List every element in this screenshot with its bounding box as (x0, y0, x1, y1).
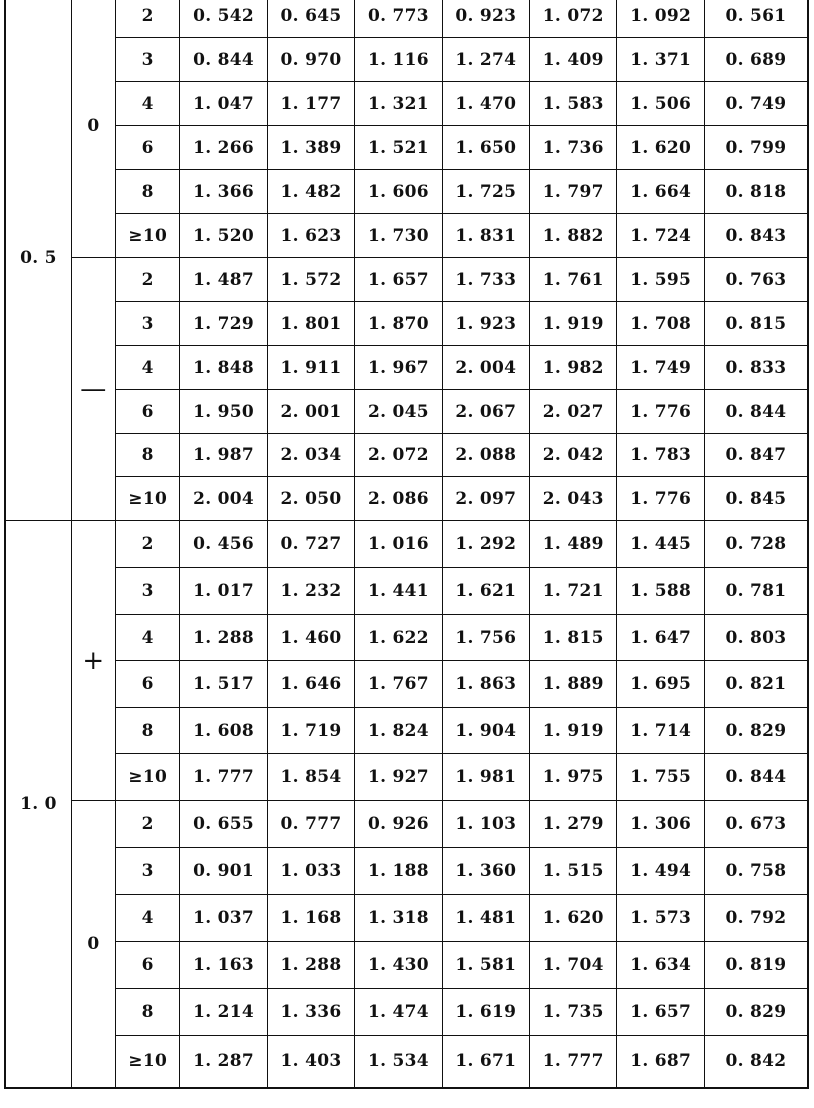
value-cell: 1. 116 (355, 38, 442, 82)
value-cell: 1. 017 (180, 568, 267, 615)
value-cell: 0. 542 (180, 0, 267, 38)
value-cell: 0. 845 (704, 477, 808, 521)
value-cell: 1. 882 (530, 214, 617, 258)
value-cell: 0. 773 (355, 0, 442, 38)
value-cell: 1. 982 (530, 346, 617, 390)
value-cell: 1. 729 (180, 302, 267, 346)
value-cell: 2. 050 (267, 477, 354, 521)
value-cell: 1. 460 (267, 615, 354, 661)
table-row (5, 801, 808, 848)
table-row (5, 258, 808, 302)
value-cell: 0. 923 (442, 0, 529, 38)
value-cell: 1. 801 (267, 302, 354, 346)
value-cell: 0. 763 (704, 258, 808, 302)
value-cell: 1. 515 (530, 848, 617, 895)
n-cell: 3 (116, 38, 180, 82)
value-cell: 1. 848 (180, 346, 267, 390)
value-cell: 1. 714 (617, 708, 704, 754)
n-cell: 4 (116, 615, 180, 661)
value-cell: 1. 487 (180, 258, 267, 302)
value-cell: 1. 520 (180, 214, 267, 258)
n-cell: 2 (116, 801, 180, 848)
value-cell: 1. 634 (617, 942, 704, 989)
n-cell: 4 (116, 895, 180, 942)
table-row (5, 214, 808, 258)
table-row (5, 477, 808, 521)
value-cell: 0. 561 (704, 0, 808, 38)
value-cell: 1. 321 (355, 82, 442, 126)
value-cell: 1. 623 (267, 214, 354, 258)
value-cell: 0. 844 (704, 754, 808, 801)
value-cell: 1. 870 (355, 302, 442, 346)
n-cell: 6 (116, 661, 180, 708)
value-cell: 2. 088 (442, 434, 529, 477)
value-cell: 0. 843 (704, 214, 808, 258)
value-cell: 1. 573 (617, 895, 704, 942)
value-cell: 1. 621 (442, 568, 529, 615)
sign-cell: + (71, 521, 115, 801)
value-cell: 1. 687 (617, 1036, 704, 1088)
sign-cell: — (71, 258, 115, 521)
n-cell: 2 (116, 521, 180, 568)
value-cell: 0. 847 (704, 434, 808, 477)
value-cell: 1. 919 (530, 708, 617, 754)
value-cell: 1. 588 (617, 568, 704, 615)
n-cell: 4 (116, 82, 180, 126)
value-cell: 1. 318 (355, 895, 442, 942)
value-cell: 1. 409 (530, 38, 617, 82)
value-cell: 0. 799 (704, 126, 808, 170)
n-cell: ≥10 (116, 214, 180, 258)
value-cell: 2. 043 (530, 477, 617, 521)
n-cell: 4 (116, 346, 180, 390)
value-cell: 1. 889 (530, 661, 617, 708)
value-cell: 1. 730 (355, 214, 442, 258)
value-cell: 0. 777 (267, 801, 354, 848)
value-cell: 0. 829 (704, 708, 808, 754)
value-cell: 1. 494 (617, 848, 704, 895)
n-cell: ≥10 (116, 754, 180, 801)
table-row (5, 895, 808, 942)
value-cell: 1. 671 (442, 1036, 529, 1088)
value-cell: 2. 086 (355, 477, 442, 521)
n-cell: ≥10 (116, 477, 180, 521)
value-cell: 1. 756 (442, 615, 529, 661)
table-row (5, 521, 808, 568)
value-cell: 1. 724 (617, 214, 704, 258)
value-cell: 1. 911 (267, 346, 354, 390)
value-cell: 2. 004 (442, 346, 529, 390)
value-cell: 0. 818 (704, 170, 808, 214)
value-cell: 1. 287 (180, 1036, 267, 1088)
value-cell: 0. 749 (704, 82, 808, 126)
value-cell: 1. 517 (180, 661, 267, 708)
value-cell: 1. 657 (355, 258, 442, 302)
value-cell: 1. 266 (180, 126, 267, 170)
value-cell: 1. 481 (442, 895, 529, 942)
value-cell: 1. 950 (180, 390, 267, 434)
value-cell: 1. 430 (355, 942, 442, 989)
n-cell: ≥10 (116, 1036, 180, 1088)
table-row (5, 0, 808, 38)
table-row (5, 568, 808, 615)
value-cell: 1. 572 (267, 258, 354, 302)
value-cell: 1. 919 (530, 302, 617, 346)
value-cell: 1. 647 (617, 615, 704, 661)
value-cell: 1. 761 (530, 258, 617, 302)
table-row (5, 1036, 808, 1088)
value-cell: 1. 783 (617, 434, 704, 477)
value-cell: 1. 103 (442, 801, 529, 848)
value-cell: 1. 620 (530, 895, 617, 942)
n-cell: 6 (116, 942, 180, 989)
value-cell: 1. 622 (355, 615, 442, 661)
value-cell: 0. 655 (180, 801, 267, 848)
coefficient-table (4, 0, 809, 1089)
value-cell: 1. 975 (530, 754, 617, 801)
value-cell: 1. 232 (267, 568, 354, 615)
value-cell: 2. 045 (355, 390, 442, 434)
value-cell: 1. 927 (355, 754, 442, 801)
value-cell: 1. 797 (530, 170, 617, 214)
value-cell: 0. 970 (267, 38, 354, 82)
value-cell: 1. 657 (617, 989, 704, 1036)
value-cell: 1. 072 (530, 0, 617, 38)
value-cell: 1. 016 (355, 521, 442, 568)
value-cell: 1. 445 (617, 521, 704, 568)
value-cell: 1. 306 (617, 801, 704, 848)
value-cell: 0. 758 (704, 848, 808, 895)
value-cell: 1. 733 (442, 258, 529, 302)
value-cell: 0. 803 (704, 615, 808, 661)
table-row (5, 390, 808, 434)
value-cell: 2. 027 (530, 390, 617, 434)
value-cell: 1. 047 (180, 82, 267, 126)
value-cell: 1. 721 (530, 568, 617, 615)
n-cell: 8 (116, 708, 180, 754)
value-cell: 1. 776 (617, 390, 704, 434)
value-cell: 1. 646 (267, 661, 354, 708)
value-cell: 1. 708 (617, 302, 704, 346)
table-body (5, 0, 808, 1088)
value-cell: 1. 292 (442, 521, 529, 568)
value-cell: 0. 819 (704, 942, 808, 989)
value-cell: 0. 821 (704, 661, 808, 708)
value-cell: 1. 214 (180, 989, 267, 1036)
value-cell: 1. 719 (267, 708, 354, 754)
value-cell: 0. 456 (180, 521, 267, 568)
value-cell: 2. 067 (442, 390, 529, 434)
n-cell: 3 (116, 302, 180, 346)
value-cell: 1. 037 (180, 895, 267, 942)
value-cell: 1. 389 (267, 126, 354, 170)
value-cell: 1. 776 (617, 477, 704, 521)
value-cell: 1. 755 (617, 754, 704, 801)
value-cell: 1. 595 (617, 258, 704, 302)
n-cell: 3 (116, 568, 180, 615)
value-cell: 1. 279 (530, 801, 617, 848)
group-label-cell: 0. 5 (5, 0, 71, 521)
table-row (5, 434, 808, 477)
value-cell: 0. 727 (267, 521, 354, 568)
table-row (5, 38, 808, 82)
value-cell: 2. 004 (180, 477, 267, 521)
value-cell: 2. 097 (442, 477, 529, 521)
value-cell: 1. 831 (442, 214, 529, 258)
table-row (5, 126, 808, 170)
value-cell: 1. 967 (355, 346, 442, 390)
value-cell: 1. 470 (442, 82, 529, 126)
table-row (5, 708, 808, 754)
value-cell: 1. 336 (267, 989, 354, 1036)
value-cell: 1. 489 (530, 521, 617, 568)
value-cell: 0. 842 (704, 1036, 808, 1088)
value-cell: 1. 506 (617, 82, 704, 126)
value-cell: 1. 288 (180, 615, 267, 661)
value-cell: 0. 926 (355, 801, 442, 848)
sign-cell: 0 (71, 801, 115, 1088)
value-cell: 2. 001 (267, 390, 354, 434)
value-cell: 0. 792 (704, 895, 808, 942)
value-cell: 0. 781 (704, 568, 808, 615)
value-cell: 1. 981 (442, 754, 529, 801)
value-cell: 1. 482 (267, 170, 354, 214)
table-row (5, 754, 808, 801)
n-cell: 6 (116, 126, 180, 170)
value-cell: 1. 033 (267, 848, 354, 895)
group-label-cell: 1. 0 (5, 521, 71, 1088)
value-cell: 1. 824 (355, 708, 442, 754)
value-cell: 1. 735 (530, 989, 617, 1036)
value-cell: 1. 177 (267, 82, 354, 126)
n-cell: 6 (116, 390, 180, 434)
table-row (5, 661, 808, 708)
table-row (5, 615, 808, 661)
value-cell: 1. 695 (617, 661, 704, 708)
value-cell: 1. 664 (617, 170, 704, 214)
table-row (5, 942, 808, 989)
value-cell: 0. 673 (704, 801, 808, 848)
value-cell: 1. 725 (442, 170, 529, 214)
value-cell: 1. 521 (355, 126, 442, 170)
value-cell: 1. 441 (355, 568, 442, 615)
value-cell: 1. 923 (442, 302, 529, 346)
value-cell: 0. 901 (180, 848, 267, 895)
table-row (5, 346, 808, 390)
value-cell: 0. 844 (180, 38, 267, 82)
value-cell: 1. 620 (617, 126, 704, 170)
value-cell: 1. 366 (180, 170, 267, 214)
n-cell: 3 (116, 848, 180, 895)
value-cell: 0. 833 (704, 346, 808, 390)
value-cell: 1. 474 (355, 989, 442, 1036)
value-cell: 1. 704 (530, 942, 617, 989)
value-cell: 1. 188 (355, 848, 442, 895)
value-cell: 1. 583 (530, 82, 617, 126)
sign-cell: 0 (71, 0, 115, 258)
value-cell: 1. 854 (267, 754, 354, 801)
value-cell: 1. 749 (617, 346, 704, 390)
value-cell: 1. 534 (355, 1036, 442, 1088)
value-cell: 0. 844 (704, 390, 808, 434)
value-cell: 1. 168 (267, 895, 354, 942)
n-cell: 8 (116, 170, 180, 214)
value-cell: 1. 650 (442, 126, 529, 170)
value-cell: 1. 815 (530, 615, 617, 661)
value-cell: 0. 689 (704, 38, 808, 82)
value-cell: 1. 736 (530, 126, 617, 170)
value-cell: 1. 581 (442, 942, 529, 989)
value-cell: 1. 092 (617, 0, 704, 38)
value-cell: 1. 371 (617, 38, 704, 82)
value-cell: 1. 777 (180, 754, 267, 801)
value-cell: 1. 987 (180, 434, 267, 477)
value-cell: 1. 606 (355, 170, 442, 214)
value-cell: 1. 904 (442, 708, 529, 754)
value-cell: 1. 360 (442, 848, 529, 895)
value-cell: 1. 863 (442, 661, 529, 708)
table-row (5, 170, 808, 214)
value-cell: 2. 072 (355, 434, 442, 477)
value-cell: 0. 829 (704, 989, 808, 1036)
value-cell: 1. 403 (267, 1036, 354, 1088)
n-cell: 2 (116, 0, 180, 38)
table-row (5, 989, 808, 1036)
value-cell: 2. 042 (530, 434, 617, 477)
table-row (5, 848, 808, 895)
n-cell: 2 (116, 258, 180, 302)
value-cell: 2. 034 (267, 434, 354, 477)
value-cell: 1. 288 (267, 942, 354, 989)
table-row (5, 302, 808, 346)
value-cell: 1. 163 (180, 942, 267, 989)
value-cell: 1. 608 (180, 708, 267, 754)
value-cell: 1. 767 (355, 661, 442, 708)
value-cell: 1. 777 (530, 1036, 617, 1088)
table-row (5, 82, 808, 126)
n-cell: 8 (116, 989, 180, 1036)
value-cell: 0. 815 (704, 302, 808, 346)
value-cell: 0. 728 (704, 521, 808, 568)
value-cell: 1. 619 (442, 989, 529, 1036)
value-cell: 1. 274 (442, 38, 529, 82)
value-cell: 0. 645 (267, 0, 354, 38)
n-cell: 8 (116, 434, 180, 477)
